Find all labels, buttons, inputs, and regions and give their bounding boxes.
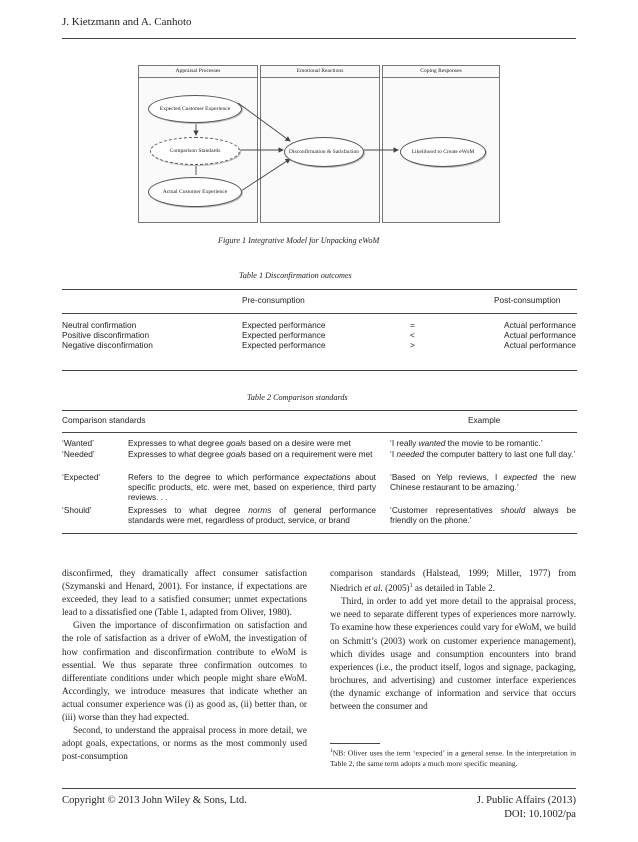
figure-1	[138, 65, 500, 223]
row-post: Actual performance	[504, 320, 576, 330]
arrow-actual-to-disconfirmation	[238, 159, 290, 193]
row-post: Actual performance	[504, 340, 576, 350]
row-post: Actual performance	[504, 330, 576, 340]
panel-title: Emotional Reactions	[261, 66, 379, 78]
running-header: J. Kietzmann and A. Canhoto	[62, 16, 192, 28]
row-pre: Expected performance	[242, 340, 326, 350]
table2-top-rule	[62, 410, 577, 411]
table2-header-example: Example	[468, 415, 501, 425]
node-actual-experience: Actual Customer Experience	[148, 177, 242, 207]
row-label: Negative disconfirmation	[62, 340, 153, 350]
table2-example: ‘Based on Yelp reviews, I expected the new Chinese restaurant to be amazing.’	[390, 472, 576, 492]
row-operator: >	[410, 340, 415, 350]
table2-header-standards: Comparison standards	[62, 415, 146, 425]
left-column	[62, 567, 307, 763]
node-expected-experience: Expected Customer Experience	[148, 95, 242, 123]
row-pre: Expected performance	[242, 330, 326, 340]
figure-caption: Figure 1 Integrative Model for Unpacking eWoM	[218, 236, 380, 245]
header-rule	[62, 38, 576, 39]
table2-term: ‘Should’	[62, 505, 92, 515]
footer-doi: DOI: 10.1002/pa	[504, 809, 576, 820]
table2-header-rule	[62, 432, 577, 433]
table1-header-pre: Pre-consumption	[242, 295, 305, 305]
paragraph: Second, to understand the appraisal process in more detail, we adopt goals, expectations, or norms as the most commonly used post-consumption	[62, 725, 307, 762]
table2-definition: Expresses to what degree goals based on a requirement were met	[128, 449, 373, 459]
panel-title: Coping Responses	[383, 66, 499, 78]
node-disconfirmation: Disconfirmation & Satisfaction	[284, 137, 364, 167]
table1-bottom-rule	[62, 370, 577, 371]
paragraph: disconfirmed, they dramatically affect consumer satisfaction (Szymanski and Henard, 2001). For instance, if expectations are exceeded, they lead to a satisfied consumer; unmet expectations lead to a dissatisfied one (Table 1, adapted from Oliver, 1980).	[62, 568, 307, 618]
table2-term: ‘Needed’	[62, 449, 95, 459]
footer-journal: J. Public Affairs (2013)	[476, 795, 576, 806]
row-operator: =	[410, 320, 415, 330]
table1-title: Table 1 Disconfirmation outcomes	[239, 271, 352, 280]
arrow-expected-to-disconfirmation	[238, 103, 290, 141]
table2-term: ‘Expected’	[62, 472, 101, 482]
footer-copyright: Copyright © 2013 John Wiley & Sons, Ltd.	[62, 795, 247, 806]
row-pre: Expected performance	[242, 320, 326, 330]
node-comparison-standards: Comparison Standards	[150, 137, 240, 165]
row-label: Positive disconfirmation	[62, 330, 150, 340]
node-likelihood-ewom: Likelihood to Create eWoM	[400, 137, 486, 167]
right-column	[330, 567, 576, 713]
table1-top-rule	[62, 289, 577, 290]
table2-example: ‘Customer representatives should always be friendly on the phone.’	[390, 505, 576, 525]
table1-header-post: Post-consumption	[494, 295, 561, 305]
paragraph: Third, in order to add yet more detail to the appraisal process, we need to separate different types of experiences more narrowly. To examine how these experiences could vary for eWoM, we build on Schmitt’s (2003) work on customer experience management), which divides usage and consumption encounters into brand experiences (i.e., the product itself, logos and signage, packaging, brochures, and advertising) and customer interface experiences (the dynamic exchange of information and service that occurs between the consumer and	[330, 596, 576, 711]
table1-header-rule	[62, 313, 577, 314]
table2-definition: Expresses to what degree norms of general performance standards were met, regardless of product, service, or brand	[128, 505, 376, 525]
panel-title: Appraisal Processes	[139, 66, 257, 78]
footer-rule	[62, 788, 576, 789]
footnote: $^1$NB: Oliver uses the term ‘expected’ in a general sense. In the interpretation in Table 2, the same term adopts a much more specific meaning.	[330, 748, 576, 769]
table2-definition: Expresses to what degree goals based on a desire were met	[128, 438, 351, 448]
table2-example: ‘I needed the computer battery to last one full day.’	[390, 449, 576, 459]
table2-example: ‘I really wanted the movie to be romantic.’	[390, 438, 543, 448]
table2-bottom-rule	[62, 533, 577, 534]
row-label: Neutral confirmation	[62, 320, 137, 330]
paragraph: comparison standards (Halstead, 1999; Miller, 1977) from Niedrich et al. $(2005)^1$ as detailed in Table 2.	[330, 568, 576, 594]
footnote-rule	[330, 743, 380, 744]
table2-term: ‘Wanted’	[62, 438, 94, 448]
table2-definition: Refers to the degree to which performance expectations about specific products, etc. were met, based on experience, third party reviews. . .	[128, 472, 376, 502]
paragraph: Given the importance of disconfirmation on satisfaction and the role of satisfaction as a driver of eWoM, the investigation of how confirmation and disconfirmation contribute to eWoM is essential. We thus separate three confirmation outcomes to differentiate conditions under which people might share eWoM. Accordingly, we introduce measures that indicate whether an actual consumer experience was (i) as good as, (ii) better than, or (iii) worse than they had expected.	[62, 620, 307, 723]
table2-title: Table 2 Comparison standards	[247, 393, 348, 402]
row-operator: <	[410, 330, 415, 340]
